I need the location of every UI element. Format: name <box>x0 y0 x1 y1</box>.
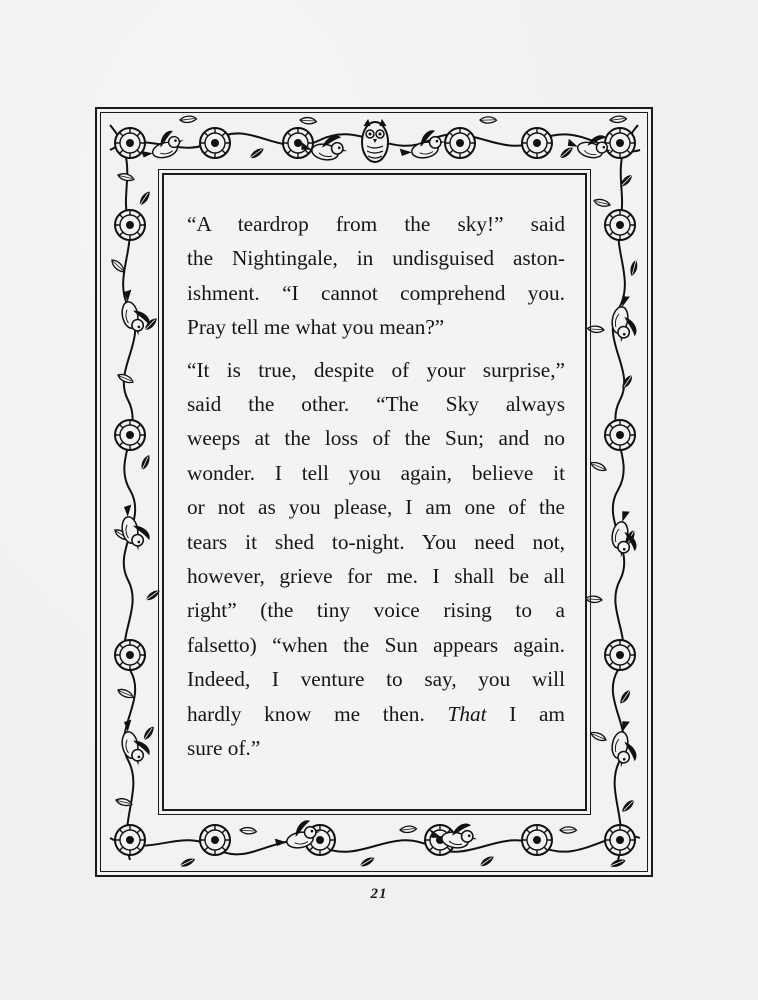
text-line: sure of.” <box>187 736 261 761</box>
leaf-icon <box>587 323 604 335</box>
rose-icon <box>115 128 145 158</box>
text-line: however, grieve for me. I shall be all <box>187 564 565 589</box>
rose-icon <box>522 128 552 158</box>
rose-icon <box>115 420 145 450</box>
leaf-icon <box>619 799 636 813</box>
rose-icon <box>605 128 635 158</box>
rose-icon <box>605 825 635 855</box>
text-line: said the other. “The Sky always <box>187 392 565 417</box>
leaf-icon <box>590 459 607 475</box>
vine-icon <box>110 836 640 855</box>
leaf-icon <box>400 824 417 834</box>
rose-icon <box>283 128 313 158</box>
leaf-icon <box>138 454 154 471</box>
text-line: the Nightingale, in undisguised aston- <box>187 246 565 271</box>
leaf-icon <box>478 855 495 867</box>
leaf-icon <box>179 858 196 868</box>
text-segment: I am <box>486 701 565 726</box>
leaf-icon <box>140 725 157 741</box>
leaf-icon <box>617 689 634 705</box>
paragraph-1 <box>187 207 565 345</box>
rose-icon <box>200 128 230 158</box>
leaf-icon <box>560 825 577 836</box>
text-line: right” (the tiny voice rising to a <box>187 598 565 623</box>
text-line: falsetto) “when the Sun appears again. <box>187 632 565 657</box>
italic-word: That <box>447 701 487 726</box>
text-line-with-italic <box>187 697 565 731</box>
text-line: or not as you please, I am one of the <box>187 495 565 520</box>
bird-icon <box>609 719 643 769</box>
text-line: weeps at the loss of the Sun; and no <box>187 426 565 451</box>
leaf-icon <box>610 859 627 867</box>
text-segment: hardly know me then. <box>187 701 448 726</box>
leaf-icon <box>359 856 376 867</box>
rose-icon <box>115 640 145 670</box>
bird-icon <box>118 718 152 768</box>
leaf-icon <box>619 374 636 390</box>
leaf-icon <box>300 115 317 127</box>
leaf-icon <box>585 593 602 605</box>
leaf-icon <box>480 115 497 126</box>
owl-icon <box>362 120 388 162</box>
leaf-icon <box>248 147 265 159</box>
text-line: “A teardrop from the sky!” said <box>187 212 565 236</box>
leaf-icon <box>627 259 641 276</box>
rose-icon <box>200 825 230 855</box>
rose-icon <box>115 825 145 855</box>
leaf-icon <box>590 729 607 745</box>
leaf-icon <box>144 589 161 601</box>
text-line: Pray tell me what you mean?” <box>187 315 445 340</box>
rose-icon <box>445 128 475 158</box>
rose-icon <box>605 640 635 670</box>
leaf-icon <box>117 686 134 702</box>
text-line: Indeed, I venture to say, you will <box>187 667 565 692</box>
paragraph-2 <box>187 353 565 766</box>
rose-icon <box>522 825 552 855</box>
bird-icon <box>566 127 615 162</box>
leaf-icon <box>180 114 197 124</box>
leaf-icon <box>136 190 153 206</box>
rose-icon <box>605 210 635 240</box>
leaf-icon <box>111 257 125 274</box>
text-line: wonder. I tell you again, believe it <box>187 460 565 485</box>
leaf-icon <box>240 825 257 837</box>
leaf-icon <box>593 196 610 210</box>
leaf-icon <box>610 114 627 124</box>
leaf-icon <box>558 146 575 159</box>
text-line: ishment. “I cannot comprehend you. <box>187 280 565 305</box>
page-number: 21 <box>370 886 388 902</box>
text-line: “It is true, despite of your surprise,” <box>187 357 565 382</box>
story-text <box>187 207 565 774</box>
text-line: tears it shed to-night. You need not, <box>187 529 565 554</box>
rose-icon <box>115 210 145 240</box>
rose-icon <box>605 420 635 450</box>
